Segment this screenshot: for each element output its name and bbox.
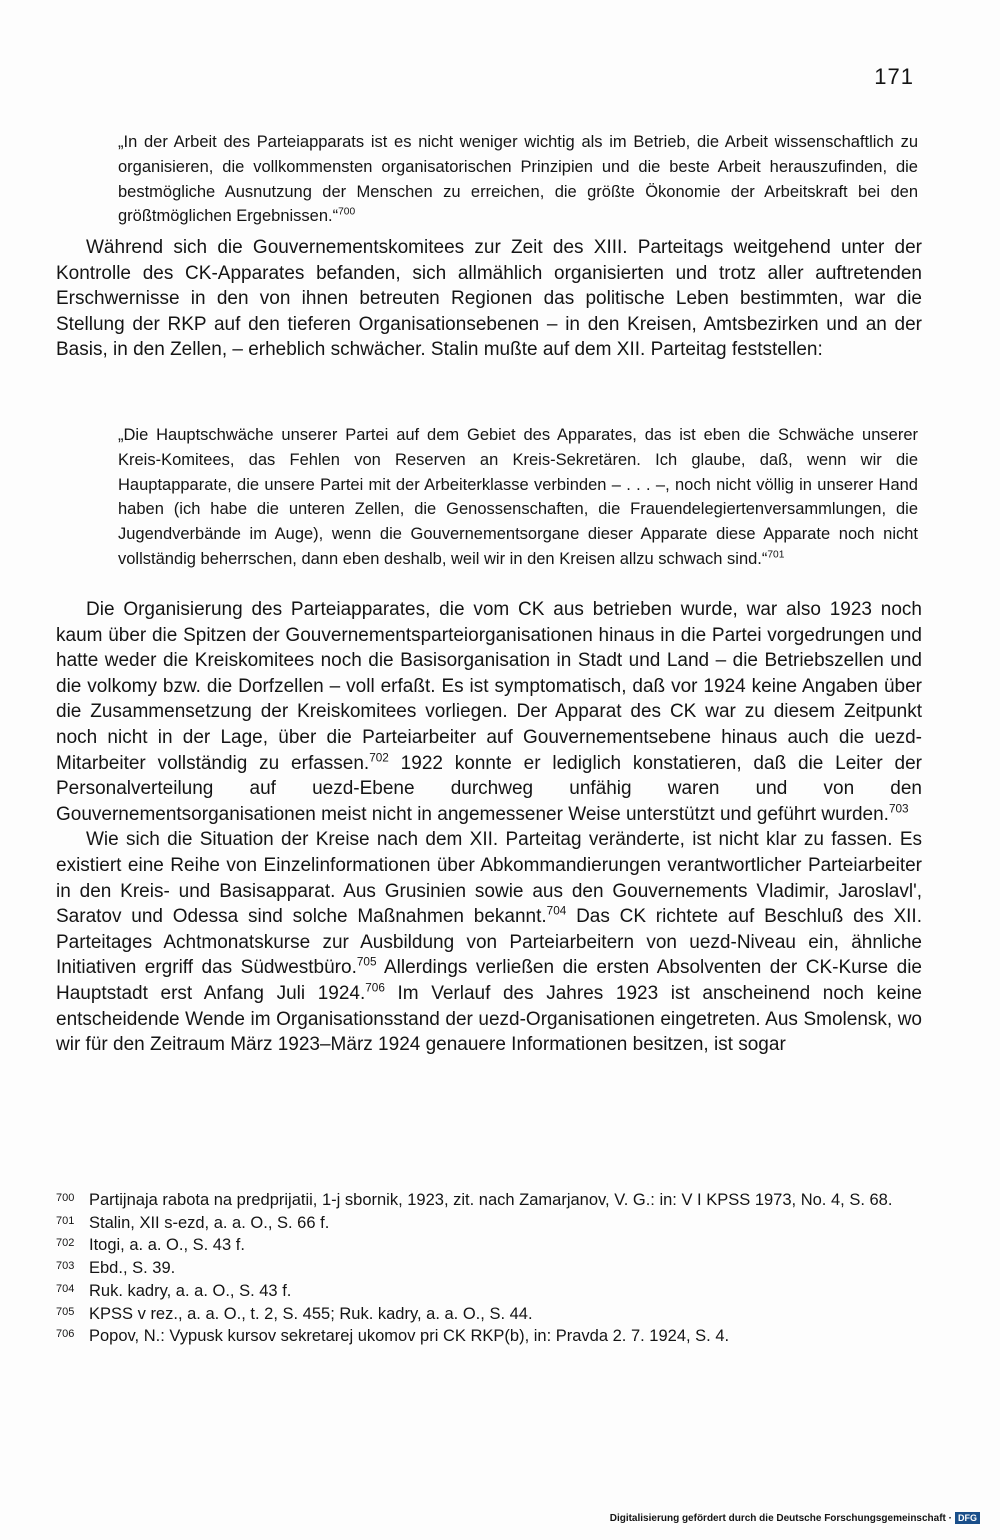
footnote-ref-701[interactable]: 701 [767, 549, 785, 561]
footnote [56, 1212, 922, 1235]
footnote-text: Partijnaja rabota na predprijatii, 1-j sbornik, 1923, zit. nach Zamarjanov, V. G.: in: V I KPSS 1973, No. 4, S. 68. [89, 1191, 893, 1209]
quote-2-paragraph [118, 423, 918, 572]
paragraph-3-text-b: Das CK richtete auf Beschluß des XII. Parteitages Achtmonatskurse zur Ausbildung von Parteiarbeitern von uezd-Niveau ein, ähnliche Initiativen ergriff das Südwestbüro. [56, 906, 922, 979]
dfg-logo-icon: DFG [955, 1512, 980, 1524]
footnote-number: 701 [56, 1214, 75, 1227]
block-quote-1 [118, 130, 918, 229]
footnote-text: Popov, N.: Vypusk kursov sekretarej ukomov pri CK RKP(b), in: Pravda 2. 7. 1924, S. 4. [89, 1327, 730, 1346]
footnote [56, 1280, 922, 1303]
page-number: 171 [874, 64, 914, 89]
footnote-number: 705 [56, 1305, 75, 1318]
paragraph-3 [56, 827, 922, 1057]
paragraph-2 [56, 597, 922, 827]
footnote-ref-705[interactable]: 705 [356, 955, 377, 969]
footnote-number: 700 [56, 1192, 75, 1204]
footnote-text: Ebd., S. 39. [89, 1259, 176, 1278]
footnote-ref-706[interactable]: 706 [365, 981, 385, 995]
footnote-number: 704 [56, 1282, 75, 1295]
footnote [56, 1303, 922, 1326]
paragraph-2-text-a: Die Organisierung des Parteiapparates, die vom CK aus betrieben wurde, war also 1923 noch kaum über die Spitzen der Gouvernementsparteiorganisationen hinaus in die Partei vorgedrungen und hatte weder die Kreiskomitees noch die Basisorganisation in Stadt und Land – die Betriebszellen und die volkomy bzw. die Dorfzellen – voll erfaßt. Es ist symptomatisch, daß vor 1924 keine Angaben über die Zusammensetzung der Kreiskomitees vorliegen. Der Apparat des CK war zu diesem Zeitpunkt noch nicht in der Lage, über die Parteiarbeiter auf Gouvernementsebene hinaus auch die uezd-Mitarbeiter vollständig zu erfassen. [56, 599, 922, 774]
paragraph-3-text-a: Wie sich die Situation der Kreise nach dem XII. Parteitag veränderte, ist nicht klar zu fassen. Es existiert eine Reihe von Einzelinformationen über Abkommandierungen verantwortlicher Parteiarbeiter in den Kreis- und Basisapparat. Aus Grusinien sowie aus den Gouvernements Vladimir, Jaroslavl', Saratov und Odessa sind solche Maßnahmen bekannt. [56, 829, 922, 928]
digitization-credit [610, 1512, 980, 1524]
paragraph-3-text-c: Allerdings verließen die ersten Absolventen der CK-Kurse die Hauptstadt erst Anfang Juli 1924. [56, 957, 922, 1004]
footnote [56, 1257, 922, 1280]
footnote-text: Itogi, a. a. O., S. 43 f. [89, 1236, 245, 1255]
footnote-text: KPSS v rez., a. a. O., t. 2, S. 455; Ruk. kadry, a. a. O., S. 44. [89, 1304, 533, 1323]
body-text-block-1 [56, 235, 922, 363]
footnote-number: 706 [56, 1328, 75, 1341]
footnote [56, 1234, 922, 1257]
footnote [56, 1189, 922, 1212]
footnote-text: Ruk. kadry, a. a. O., S. 43 f. [89, 1281, 292, 1300]
footnote-ref-702[interactable]: 702 [369, 751, 389, 765]
block-quote-2 [118, 423, 918, 572]
footnote-number: 703 [56, 1260, 75, 1273]
footnote-ref-700[interactable]: 700 [338, 206, 356, 218]
paragraph-1: Während sich die Gouvernementskomitees zur Zeit des XIII. Parteitags weitgehend unter der Kontrolle des CK-Apparates befanden, sich allmählich organisierten und trotz aller auftretenden Erschwernisse in den von ihnen betreuten Regionen das politische Leben bestimmten, war die Stellung der RKP auf den tieferen Organisationsebenen – in den Kreisen, Amtsbezirken und an der Basis, in den Zellen, – erheblich schwächer. Stalin mußte auf dem XII. Parteitag feststellen: [56, 237, 922, 361]
credit-text: Digitalisierung gefördert durch die Deutsche Forschungsgemeinschaft · [609, 1512, 952, 1524]
footnote-text: Stalin, XII s-ezd, a. a. O., S. 66 f. [89, 1213, 330, 1232]
quote-2-text: „Die Hauptschwäche unserer Partei auf dem Gebiet des Apparates, das ist eben die Schwäche unserer Kreis-Komitees, das Fehlen von Reserven an Kreis-Sekretären. Ich glaube, daß, wenn wir die Hauptapparate, die unsere Partei mit der Arbeiterklasse verbinden – . . . –, noch nicht völlig in unserer Hand haben (ich habe die unteren Zellen, die Genossenschaften, die Frauendelegiertenversammlungen, die Jugendverbände im Auge), wenn die Gouvernementsorgane dieser Apparate diese Apparate noch nicht vollständig beherrschen, dann eben deshalb, weil wir in den Kreisen allzu schwach sind.“ [118, 426, 918, 568]
footnote-ref-703[interactable]: 703 [888, 802, 909, 816]
quote-1-text: „In der Arbeit des Parteiapparats ist es nicht weniger wichtig als im Betrieb, die Arbeit wissenschaftlich zu organisieren, die vollkommensten organisatorischen Prinzipien und die beste Arbeit herauszufinden, die bestmögliche Ausnutzung der Menschen zu erreichen, die größte Ökonomie der Arbeitskraft bei den größtmöglichen Ergebnissen.“ [118, 133, 918, 226]
footnote-number: 702 [56, 1237, 75, 1250]
quote-1-paragraph [118, 130, 918, 229]
footnote [56, 1325, 922, 1348]
footnote-ref-704[interactable]: 704 [546, 904, 567, 918]
body-text-block-2 [56, 597, 922, 1058]
paragraph-2-text-b: 1922 konnte er lediglich konstatieren, daß die Leiter der Personalverteilung auf uezd-Ebene durchweg unfähig waren und von den Gouvernementsorganisationen meist nicht in angemessener Weise unterstützt und geführt wurden. [56, 752, 922, 825]
paragraph-3-text-d: Im Verlauf des Jahres 1923 ist anscheinend noch keine entscheidende Wende im Organisationsstand der uezd-Organisationen eingetreten. Aus Smolensk, wo wir für den Zeitraum März 1923–März 1924 genauere Informationen besitzen, ist sogar [56, 982, 922, 1056]
footnotes [56, 1189, 922, 1348]
